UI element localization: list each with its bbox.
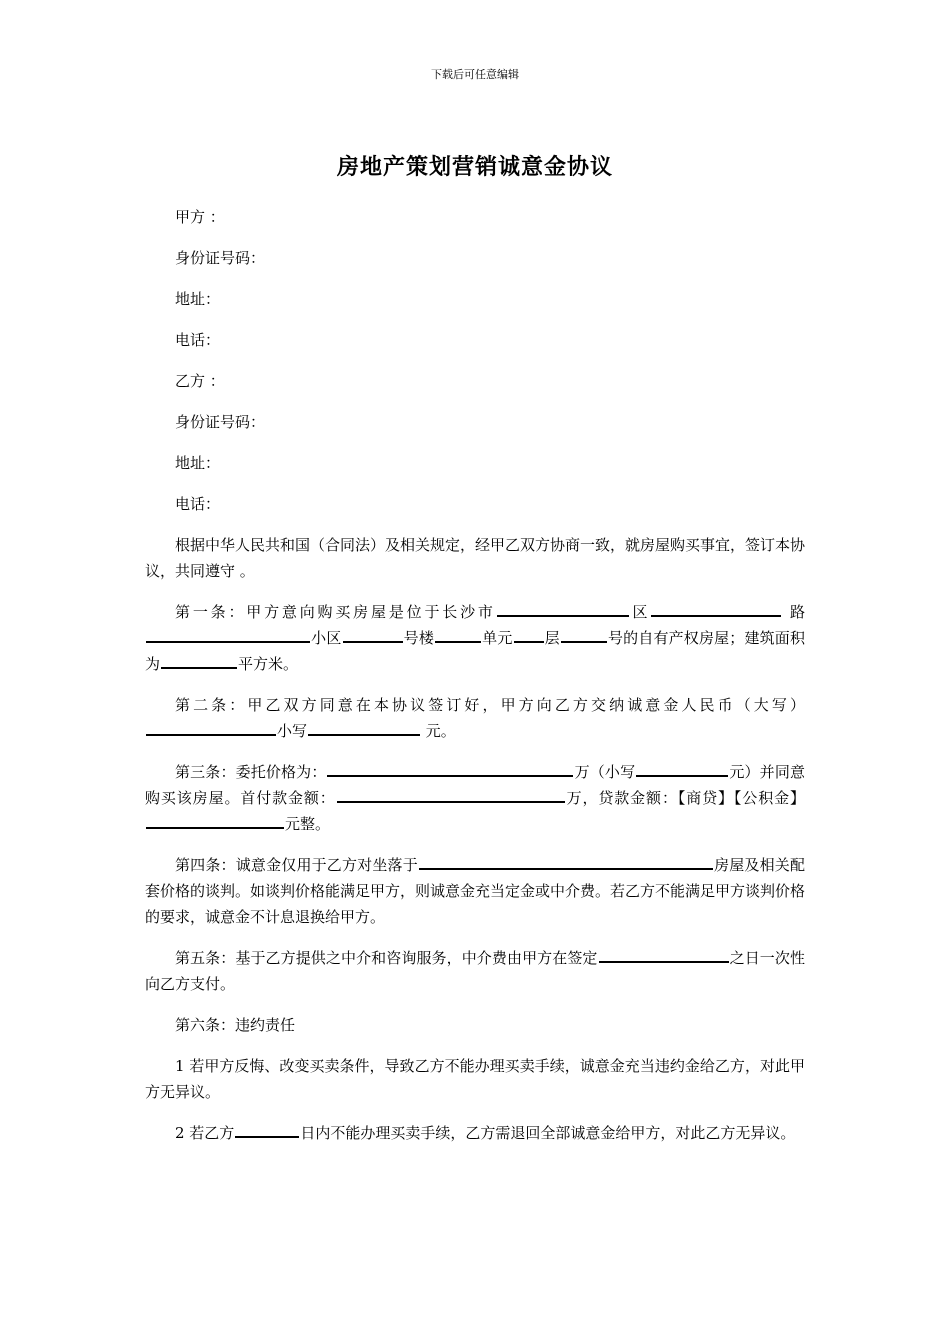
- document-title: 房地产策划营销诚意金协议: [336, 154, 613, 180]
- article-3-text-3: 元）并同意购买该房屋。首付款金额：: [145, 763, 805, 807]
- entrusted-price-blank: [327, 759, 573, 777]
- article-5-text-2: 之日一次性向乙方支付。: [145, 949, 805, 993]
- article-1-text-8: 号的自有产权房屋；建筑面积为: [145, 629, 805, 673]
- unit-blank: [435, 625, 481, 643]
- party-a-phone-label: 电话：: [175, 331, 221, 349]
- article-4-text-2: 房屋及相关配套价格的谈判。如谈判价格能满足甲方，则诚意金充当定金或中介费。若乙方不能满足甲方谈判价格的要求，诚意金不计息退换给甲方。: [145, 856, 806, 926]
- article-1-text-1: 第一条：甲方意向购买房屋是位于长沙市: [175, 603, 496, 621]
- article-2-text-2: 小写: [277, 722, 308, 740]
- article-6-item-2: [145, 1120, 805, 1146]
- page-header-note: 下载后可任意编辑: [431, 68, 519, 81]
- down-payment-blank: [337, 785, 565, 803]
- room-number-blank: [561, 625, 607, 643]
- city-blank: [497, 599, 629, 617]
- article-3-text-1: 第三条：委托价格为：: [175, 763, 327, 781]
- article-4-text-1: 第四条：诚意金仅用于乙方对坐落于: [175, 856, 418, 874]
- article-3-text-2: 万（小写: [574, 763, 636, 781]
- area-blank: [161, 651, 237, 669]
- article-6-item-2-text-2: 日内不能办理买卖手续，乙方需退回全部诚意金给甲方，对此乙方无异议。: [300, 1124, 796, 1142]
- party-b-phone-label: 电话：: [175, 495, 221, 513]
- deposit-uppercase-blank: [146, 718, 276, 736]
- article-2-text-1: 第二条：甲乙双方同意在本协议签订好，甲方向乙方交纳诚意金人民币（大写）: [175, 696, 805, 714]
- property-location-blank: [419, 852, 713, 870]
- party-a-address-label: 地址：: [175, 290, 221, 308]
- intro-paragraph: 根据中华人民共和国（合同法）及相关规定，经甲乙双方协商一致，就房屋购买事宜，签订本协议，共同遵守 。: [145, 536, 806, 580]
- article-1-text-7: 层: [544, 629, 560, 647]
- article-6-title: 第六条：违约责任: [175, 1016, 296, 1034]
- document-body: [145, 204, 805, 1161]
- road-blank: [146, 625, 310, 643]
- floor-blank: [514, 625, 544, 643]
- party-b-label: 乙方 ：: [175, 372, 225, 390]
- party-b-id-label: 身份证号码：: [175, 413, 266, 431]
- loan-amount-blank: [146, 811, 284, 829]
- article-1-text-4: 小区: [311, 629, 342, 647]
- article-1-text-2: 区: [629, 603, 651, 621]
- article-5-text-1: 第五条：基于乙方提供之中介和咨询服务，中介费由甲方在签定: [175, 949, 598, 967]
- district-blank: [651, 599, 781, 617]
- article-2-text-3: 元。: [421, 722, 456, 740]
- article-1-text-9: 平方米。: [238, 655, 299, 673]
- article-3: [145, 759, 805, 837]
- article-1: [145, 599, 805, 677]
- party-a-label: 甲方 ：: [175, 208, 225, 226]
- party-b-address-label: 地址：: [175, 454, 221, 472]
- article-6-item-2-text-1: 2 若乙方: [175, 1124, 235, 1142]
- article-5: [145, 945, 805, 997]
- article-3-text-5: 元整。: [285, 815, 331, 833]
- entrusted-price-lowercase-blank: [636, 759, 728, 777]
- party-a-id-label: 身份证号码：: [175, 249, 266, 267]
- deposit-lowercase-blank: [308, 718, 420, 736]
- article-4: [145, 852, 805, 930]
- days-blank: [235, 1120, 299, 1138]
- article-1-text-5: 号楼: [403, 629, 434, 647]
- article-6-item-1: 1 若甲方反悔、改变买卖条件，导致乙方不能办理买卖手续，诚意金充当违约金给乙方，对此甲方无异议。: [145, 1057, 805, 1101]
- article-1-text-3: 路: [782, 603, 805, 621]
- signing-date-blank: [599, 945, 729, 963]
- article-1-text-6: 单元: [482, 629, 513, 647]
- building-blank: [343, 625, 403, 643]
- article-3-text-4: 万，贷款金额：【商贷】【公积金】: [565, 789, 805, 807]
- article-2: [145, 692, 805, 744]
